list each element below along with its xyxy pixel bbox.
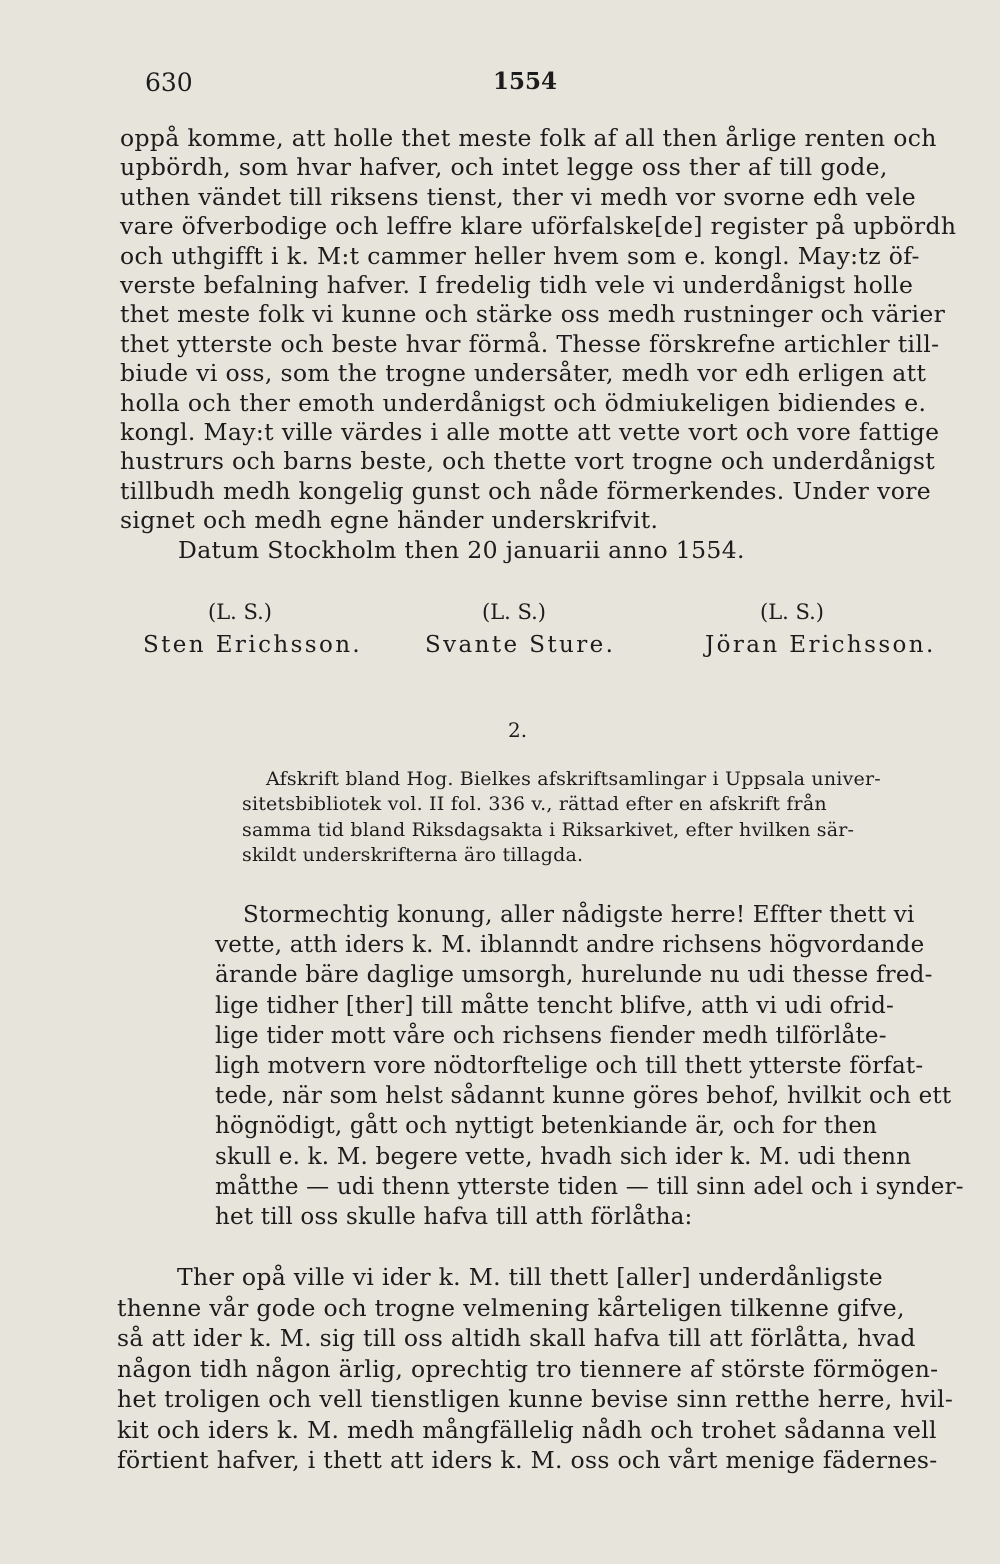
- signatory-name: Jöran Erichsson.: [705, 632, 936, 658]
- text-line: het till oss skulle hafva till atth förlåtha:: [215, 1204, 693, 1231]
- text-line: biude vi oss, som the trogne undersåter, medh vor edh erligen att: [120, 359, 927, 388]
- note-line: Afskrift bland Hog. Bielkes afskriftsamlingar i Uppsala univer-: [266, 768, 881, 790]
- text-line: lige tider mott våre och richsens fiender medh tilförlåte-: [215, 1022, 887, 1049]
- text-line: lige tidher [ther] till måtte tencht blifve, atth vi udi ofrid-: [215, 992, 894, 1019]
- text-line: någon tidh någon ärlig, oprechtig tro tiennere af störste förmögen-: [117, 1354, 939, 1383]
- document-number: 2.: [508, 718, 528, 742]
- text-line: kit och iders k. M. medh mångfällelig nådh och trohet sådanna vell: [117, 1415, 937, 1444]
- letter-paragraph: [215, 900, 964, 1232]
- text-line: verste befalning hafver. I fredelig tidh vele vi underdånigst holle: [120, 271, 914, 300]
- text-line: signet och medh egne händer underskrifvit.: [120, 506, 659, 535]
- signatory-name: Sten Erichsson.: [143, 632, 363, 658]
- text-line: vette, atth iders k. M. iblanndt andre richsens högvordande: [215, 932, 925, 959]
- text-line: högnödigt, gått och nyttigt betenkiande är, och for then: [215, 1113, 878, 1140]
- text-line: upbördh, som hvar hafver, och intet legge oss ther af till gode,: [120, 153, 888, 182]
- text-line: ligh motvern vore nödtorftelige och till thett ytterste förfat-: [215, 1053, 924, 1080]
- text-line: hustrurs och barns beste, och thette vort trogne och underdånigst: [120, 447, 936, 476]
- text-line: thenne vår gode och trogne velmening kårteligen tilkenne gifve,: [117, 1293, 905, 1322]
- dateline: Datum Stockholm then 20 januarii anno 1554.: [178, 535, 745, 564]
- note-line: samma tid bland Riksdagsakta i Riksarkivet, efter hvilken sär-: [242, 818, 855, 841]
- text-line: oppå komme, att holle thet meste folk af all then årlige renten och: [120, 124, 937, 152]
- seal-mark: (L. S.): [760, 600, 824, 624]
- note-line: skildt underskrifterna äro tillagda.: [242, 843, 584, 866]
- text-line: måtthe — udi thenn ytterste tiden — till sinn adel och i synder-: [215, 1173, 964, 1200]
- text-line: så att ider k. M. sig till oss altidh skall hafva till att förlåtta, hvad: [117, 1324, 916, 1352]
- text-line: kongl. May:t ville värdes i alle motte att vette vort och vore fattige: [120, 418, 940, 447]
- text-line: och uthgifft i k. M:t cammer heller hvem som e. kongl. May:tz öf-: [120, 241, 920, 270]
- signatory-name: Svante Sture.: [425, 632, 616, 658]
- text-line: vare öfverbodige och leffre klare uförfalske[de] register på upbördh: [120, 212, 957, 241]
- page-header: [145, 68, 558, 108]
- seal-mark: (L. S.): [482, 600, 546, 624]
- text-line: förtient hafver, i thett att iders k. M. oss och vårt menige fädernes-: [117, 1446, 938, 1474]
- running-header-year: 1554: [493, 68, 558, 95]
- text-line: holla och ther emoth underdånigst och ödmiukeligen bidiendes e.: [120, 388, 927, 417]
- text-line: tede, när som helst sådannt kunne göres behof, hvilkit och ett: [215, 1083, 952, 1110]
- text-line: Ther opå ville vi ider k. M. till thett [aller] underdånligste: [177, 1263, 883, 1291]
- seal-mark: (L. S.): [208, 600, 272, 624]
- text-line: thet meste folk vi kunne och stärke oss medh rustninger och värier: [120, 300, 946, 329]
- source-note: [242, 767, 932, 868]
- text-line: tillbudh medh kongelig gunst och nåde förmerkendes. Under vore: [120, 476, 932, 505]
- closing-paragraph: [117, 1262, 954, 1476]
- page-number: 630: [145, 68, 193, 97]
- text-line: Stormechtig konung, aller nådigste herre! Effter thett vi: [243, 902, 915, 928]
- note-line: sitetsbibliotek vol. II fol. 336 v., rättad efter en afskrift från: [242, 793, 827, 816]
- main-paragraph: [120, 124, 957, 565]
- text-line: thet ytterste och beste hvar förmå. Thesse förskrefne artichler till-: [120, 329, 940, 358]
- text-line: ärande bäre daglige umsorgh, hurelunde nu udi thesse fred-: [215, 962, 933, 989]
- text-line: skull e. k. M. begere vette, hvadh sich ider k. M. udi thenn: [215, 1143, 912, 1170]
- text-line: uthen vändet till riksens tienst, ther vi medh vor svorne edh vele: [120, 182, 916, 211]
- text-line: het troligen och vell tienstligen kunne bevise sinn retthe herre, hvil-: [117, 1385, 954, 1413]
